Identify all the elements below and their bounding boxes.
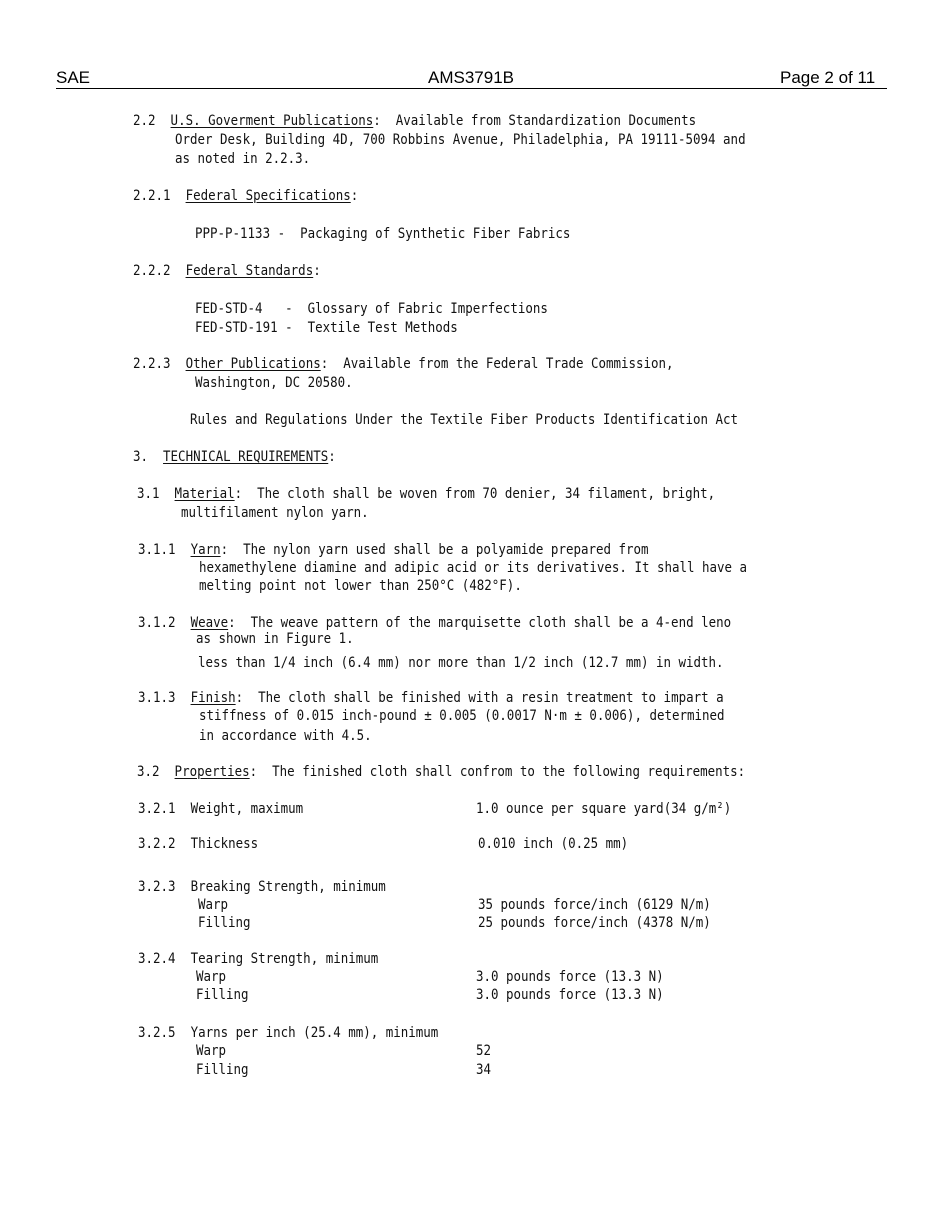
yarns-filling-value: 34 — [476, 1062, 492, 1078]
property-label: Thickness — [190, 836, 259, 852]
section-3-1-3-line3: in accordance with 4.5. — [199, 728, 372, 744]
section-number: 3.2 — [137, 764, 160, 780]
section-3-1-3-line2: stiffness of 0.015 inch-pound ± 0.005 (0.0017 N·m ± 0.006), determined — [199, 708, 725, 724]
property-yarns-per-inch — [138, 1024, 438, 1042]
section-2-2-3-line1 — [133, 355, 674, 373]
section-number: 3.1 — [137, 486, 160, 502]
section-title: TECHNICAL REQUIREMENTS — [163, 449, 329, 465]
section-number: 2.2.1 — [133, 188, 171, 204]
section-number: 3.2.2 — [138, 836, 176, 852]
property-label: Yarns per inch (25.4 mm), minimum — [190, 1025, 439, 1041]
section-number: 3.2.4 — [138, 951, 176, 967]
colon: : — [313, 263, 321, 279]
section-number: 3.2.3 — [138, 879, 176, 895]
colon: : — [328, 449, 336, 465]
section-text: : Available from Standardization Documents — [373, 113, 697, 129]
property-weight — [138, 800, 303, 818]
section-number: 3.2.1 — [138, 801, 176, 817]
property-thickness — [138, 835, 258, 853]
section-2-2-2-item2: FED-STD-191 - Textile Test Methods — [195, 320, 458, 336]
section-3-2-line1 — [137, 763, 745, 781]
tearing-filling-label: Filling — [196, 987, 249, 1003]
header-page-number: Page 2 of 11 — [780, 68, 876, 87]
section-text: : Available from the Federal Trade Commission, — [320, 356, 674, 372]
section-3-1-1-line1 — [138, 541, 649, 559]
section-3-1-3-line1 — [138, 689, 724, 707]
section-number: 2.2.2 — [133, 263, 171, 279]
section-3-1-2-line3: less than 1/4 inch (6.4 mm) nor more than 1/2 inch (12.7 mm) in width. — [198, 655, 724, 671]
section-title: Finish — [190, 690, 236, 706]
section-text: : The finished cloth shall confrom to the following requirements: — [249, 764, 746, 780]
section-text: : The cloth shall be woven from 70 denier, 34 filament, bright, — [234, 486, 716, 502]
property-tearing-strength — [138, 950, 378, 968]
section-title: U.S. Goverment Publications — [170, 113, 374, 129]
section-number: 3.2.5 — [138, 1025, 176, 1041]
section-number: 3.1.2 — [138, 615, 176, 631]
yarns-warp-label: Warp — [196, 1043, 227, 1059]
section-text: : The cloth shall be finished with a resin treatment to impart a — [235, 690, 724, 706]
section-2-2-line3: as noted in 2.2.3. — [175, 151, 311, 167]
tearing-warp-value: 3.0 pounds force (13.3 N) — [476, 969, 664, 985]
header-rule — [56, 88, 887, 89]
section-text: : The weave pattern of the marquisette cloth shall be a 4-end leno — [228, 615, 732, 631]
header-left: SAE — [56, 68, 91, 87]
property-label: Weight, maximum — [190, 801, 304, 817]
tearing-warp-label: Warp — [196, 969, 227, 985]
section-title: Properties — [174, 764, 250, 780]
section-2-2-2-heading — [133, 262, 321, 280]
section-3-heading — [133, 448, 336, 466]
section-2-2-3-line2: Washington, DC 20580. — [195, 375, 353, 391]
section-2-2-2-item1: FED-STD-4 - Glossary of Fabric Imperfections — [195, 301, 548, 317]
section-number: 2.2.3 — [133, 356, 171, 372]
section-title: Other Publications — [185, 356, 321, 372]
section-2-2-line1 — [133, 112, 696, 130]
section-title: Weave — [190, 615, 229, 631]
breaking-warp-label: Warp — [198, 897, 229, 913]
property-label: Tearing Strength, minimum — [190, 951, 379, 967]
section-2-2-1-heading — [133, 187, 358, 205]
breaking-filling-value: 25 pounds force/inch (4378 N/m) — [478, 915, 711, 931]
breaking-filling-label: Filling — [198, 915, 251, 931]
section-title: Federal Specifications — [185, 188, 351, 204]
breaking-warp-value: 35 pounds force/inch (6129 N/m) — [478, 897, 711, 913]
section-text: : The nylon yarn used shall be a polyamide prepared from — [220, 542, 649, 558]
property-thickness-value: 0.010 inch (0.25 mm) — [478, 836, 629, 852]
tearing-filling-value: 3.0 pounds force (13.3 N) — [476, 987, 664, 1003]
section-number: 3.1.3 — [138, 690, 176, 706]
section-title: Yarn — [190, 542, 221, 558]
yarns-warp-value: 52 — [476, 1043, 492, 1059]
section-title: Material — [174, 486, 235, 502]
section-3-1-line2: multifilament nylon yarn. — [181, 505, 369, 521]
section-2-2-3-item: Rules and Regulations Under the Textile Fiber Products Identification Act — [190, 412, 739, 428]
section-3-1-1-line3: melting point not lower than 250°C (482°F). — [199, 578, 522, 594]
section-number: 3.1.1 — [138, 542, 176, 558]
section-2-2-line2: Order Desk, Building 4D, 700 Robbins Avenue, Philadelphia, PA 19111-5094 and — [175, 132, 746, 148]
section-title: Federal Standards — [185, 263, 314, 279]
section-3-1-line1 — [137, 485, 715, 503]
property-weight-value: 1.0 ounce per square yard(34 g/m²) — [476, 801, 732, 817]
section-3-1-2-line2: as shown in Figure 1. — [196, 631, 354, 647]
header-document-number: AMS3791B — [428, 68, 514, 87]
section-2-2-1-item: PPP-P-1133 - Packaging of Synthetic Fiber Fabrics — [195, 226, 571, 242]
property-label: Breaking Strength, minimum — [190, 879, 386, 895]
section-3-1-1-line2: hexamethylene diamine and adipic acid or its derivatives. It shall have a — [199, 560, 748, 576]
property-breaking-strength — [138, 878, 386, 896]
section-number: 3. — [133, 449, 149, 465]
yarns-filling-label: Filling — [196, 1062, 249, 1078]
section-number: 2.2 — [133, 113, 156, 129]
colon: : — [350, 188, 359, 204]
